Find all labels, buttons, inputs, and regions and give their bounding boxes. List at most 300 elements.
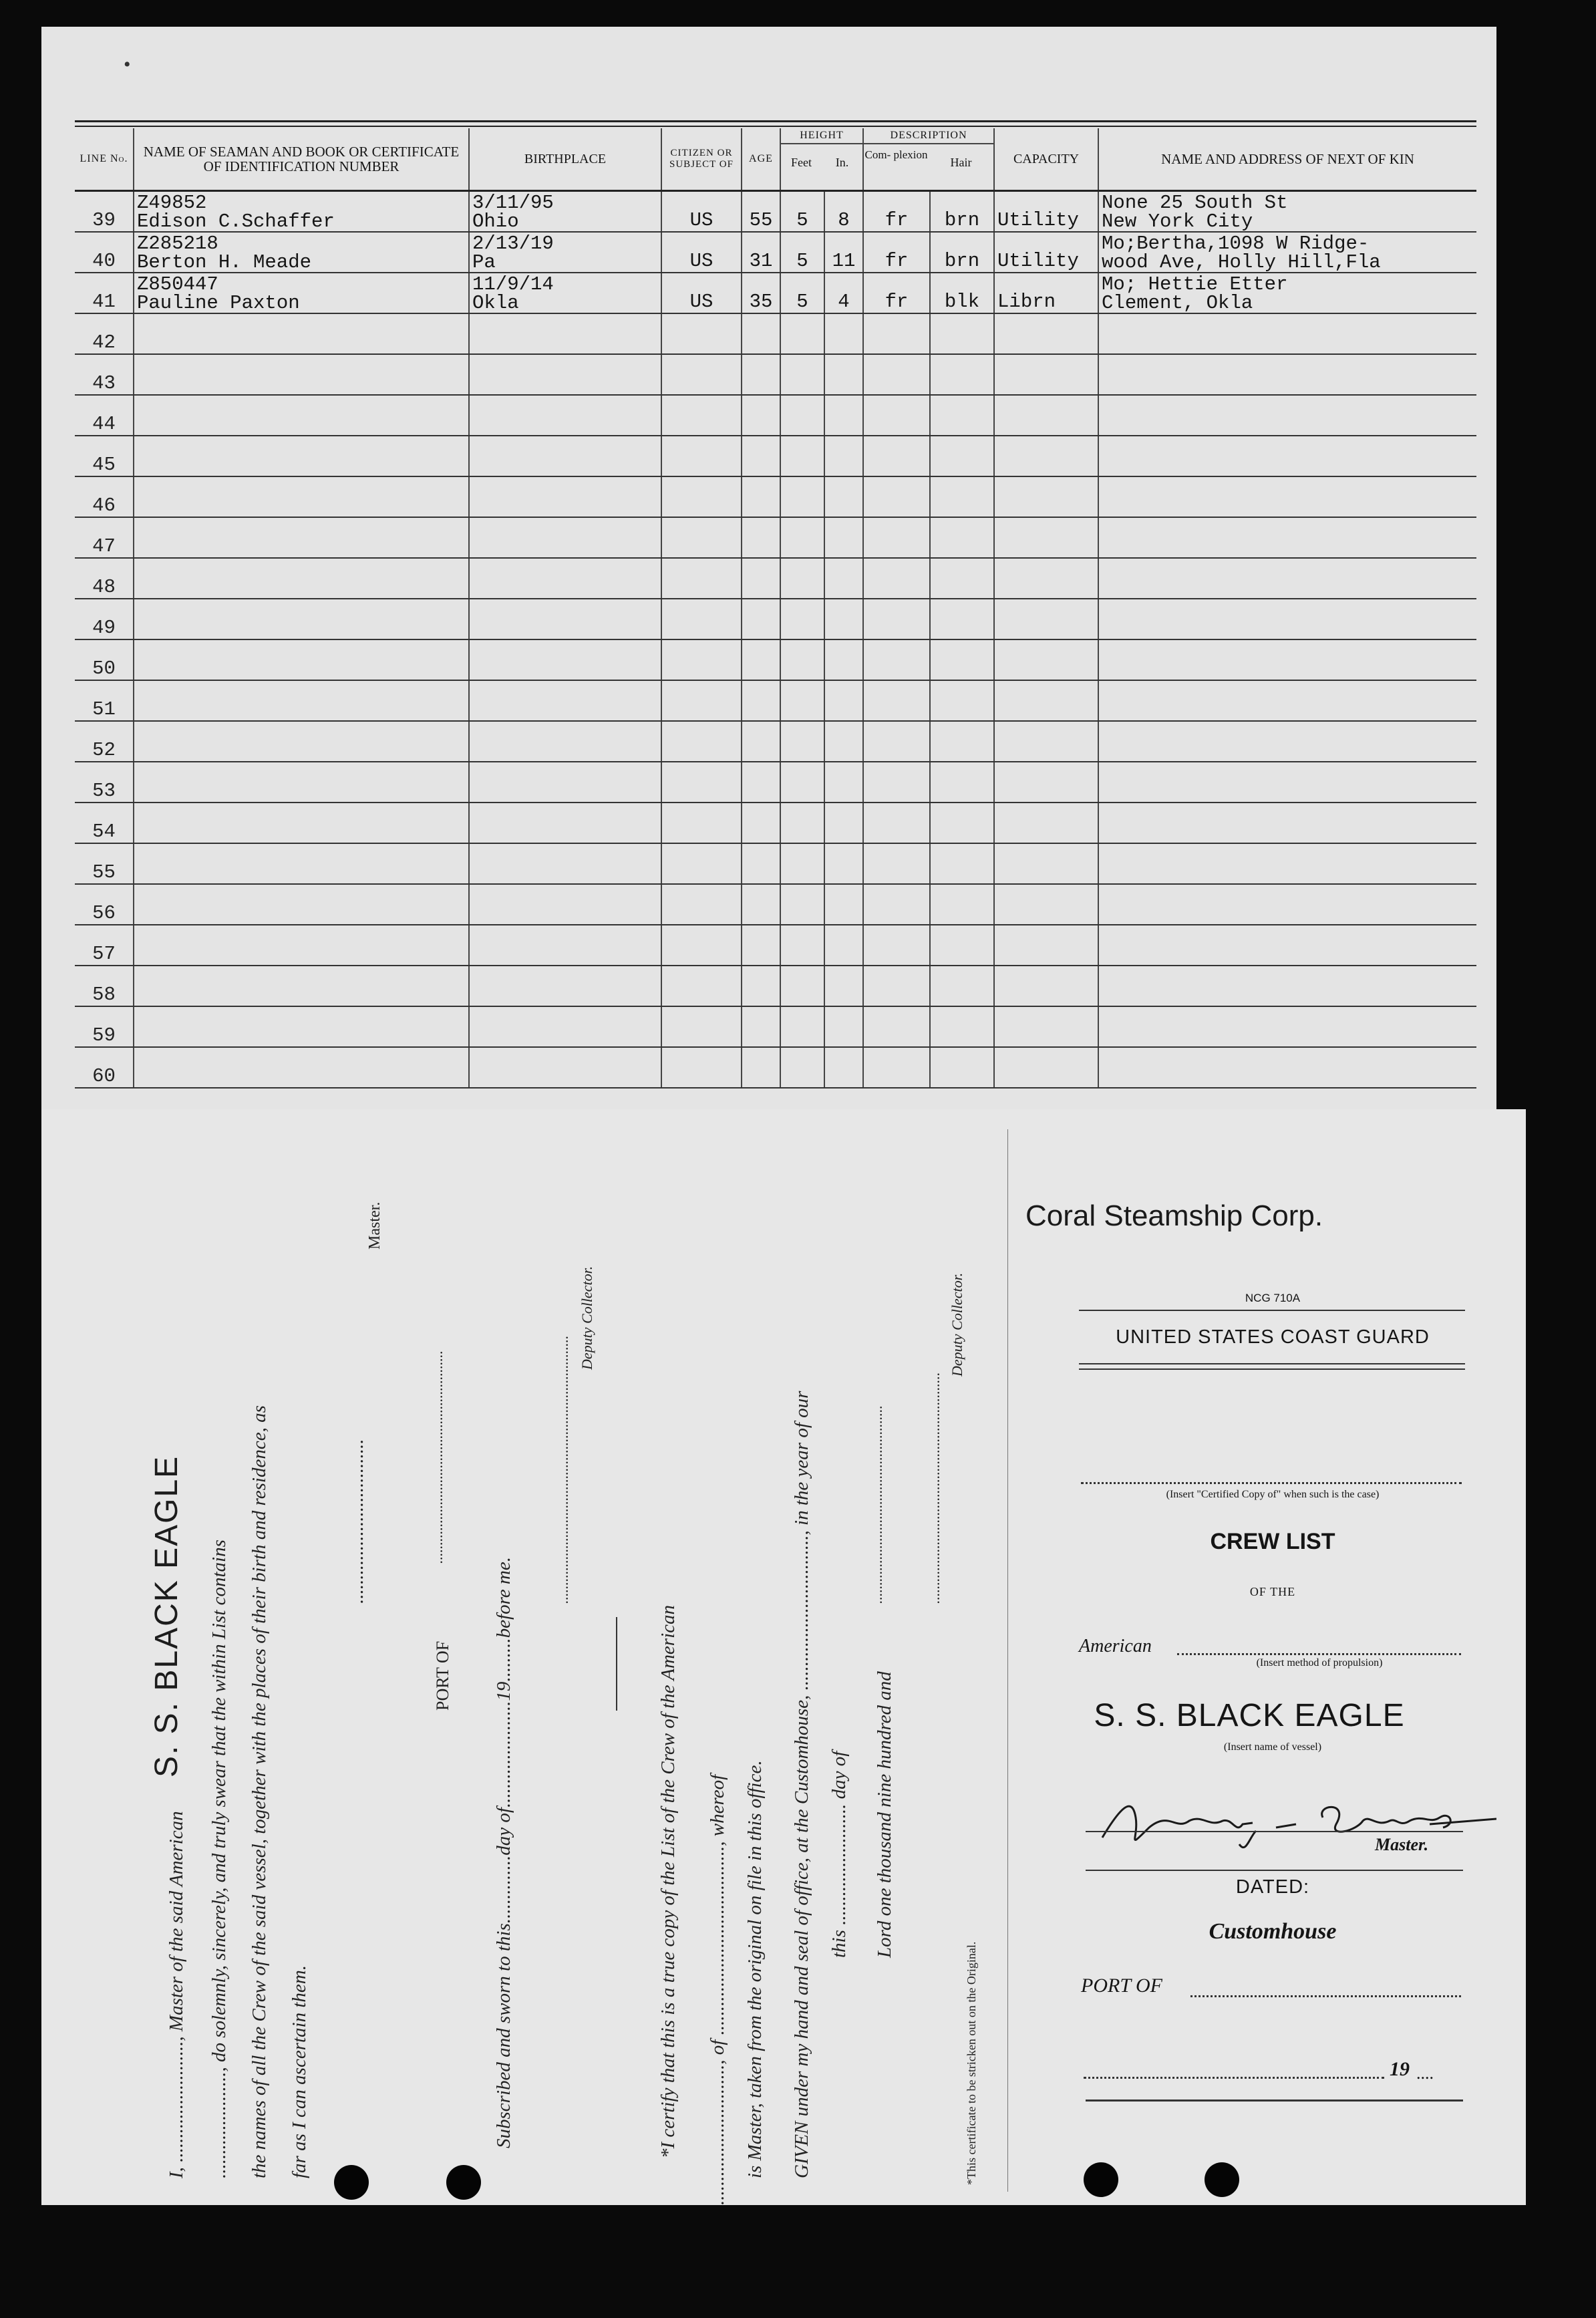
hair-value: brn [944, 209, 980, 231]
complexion-cell [863, 313, 930, 354]
year-dots: .... [1416, 2063, 1434, 2083]
kin-cell [1098, 884, 1476, 925]
age-cell [742, 436, 780, 476]
table-header-row [75, 128, 1476, 191]
complexion-cell [863, 395, 930, 436]
line-number [75, 517, 134, 558]
capacity-cell [994, 354, 1098, 395]
line-number-text: 42 [92, 331, 116, 353]
capacity-value: Utility [997, 250, 1079, 272]
kin-cell [1098, 966, 1476, 1006]
feet-cell [780, 517, 824, 558]
kin-line-2: Clement, Okla [1102, 292, 1253, 313]
inches-cell [824, 313, 863, 354]
complexion-cell [863, 721, 930, 762]
citizen-cell [661, 966, 742, 1006]
kin-cell [1098, 843, 1476, 884]
customhouse-label: Customhouse [1209, 1919, 1337, 1944]
certified-dots [1081, 1482, 1462, 1484]
age-cell [742, 599, 780, 639]
oath-port-of: PORT OF [433, 1640, 452, 1711]
seaman-cell [134, 599, 469, 639]
birth-date: 2/13/19 [472, 233, 554, 255]
feet-cell [780, 803, 824, 843]
header-age: AGE [742, 128, 780, 191]
table-row [75, 273, 1476, 313]
top-rule-2 [75, 126, 1476, 127]
citizen-cell [661, 517, 742, 558]
hair-cell [930, 436, 994, 476]
capacity-cell [994, 232, 1098, 273]
capacity-cell [994, 966, 1098, 1006]
birthplace-cell [469, 1047, 661, 1088]
hair-cell [930, 1047, 994, 1088]
seaman-cell [134, 721, 469, 762]
age-cell [742, 803, 780, 843]
hair-cell [930, 232, 994, 273]
inches-cell [824, 1006, 863, 1047]
birthplace-cell [469, 925, 661, 966]
line-number [75, 599, 134, 639]
kin-cell [1098, 191, 1476, 233]
hair-cell [930, 843, 994, 884]
kin-cell [1098, 558, 1476, 599]
hair-cell [930, 925, 994, 966]
capacity-cell [994, 558, 1098, 599]
seaman-cell [134, 476, 469, 517]
line-number-text: 45 [92, 454, 116, 476]
line-number-text: 59 [92, 1024, 116, 1046]
line-number-text: 46 [92, 494, 116, 517]
kin-cell [1098, 1006, 1476, 1047]
table-row [75, 191, 1476, 233]
birthplace-cell [469, 436, 661, 476]
oath-vessel-title: S. S. BLACK EAGLE [149, 1455, 184, 1777]
kin-cell [1098, 476, 1476, 517]
capacity-value: Utility [997, 209, 1079, 231]
kin-cell [1098, 232, 1476, 273]
line-number-text: 43 [92, 372, 116, 394]
punch-hole [334, 2165, 369, 2200]
feet-cell [780, 273, 824, 313]
inches-cell [824, 273, 863, 313]
complexion-cell [863, 436, 930, 476]
seaman-name: Berton H. Meade [137, 251, 312, 273]
certificate-number: Z49852 [137, 192, 207, 214]
birthplace-cell [469, 395, 661, 436]
header-inches: In. [835, 156, 849, 169]
capacity-cell [994, 476, 1098, 517]
inches-cell [824, 558, 863, 599]
citizen-cell [661, 1006, 742, 1047]
citizen-value: US [689, 209, 713, 231]
feet-cell [780, 313, 824, 354]
inches-cell [824, 721, 863, 762]
citizen-cell [661, 925, 742, 966]
birthplace-cell [469, 354, 661, 395]
inches-cell [824, 395, 863, 436]
oath-certify1: *I certify that this is a true copy of the List of the Crew of the American [657, 1604, 679, 2158]
oath-certify3: is Master, taken from the original on file in this office. [744, 1760, 766, 2178]
punch-hole [1205, 2162, 1239, 2197]
oath-lord: Lord one thousand nine hundred and [874, 1671, 895, 1958]
cover-port-of: PORT OF [1081, 1975, 1162, 1997]
kin-cell [1098, 313, 1476, 354]
capacity-cell [994, 1047, 1098, 1088]
seaman-cell [134, 680, 469, 721]
certified-note: (Insert "Certified Copy of" when such is the case) [1166, 1489, 1380, 1500]
rule-4 [1086, 1870, 1463, 1871]
oath-divider [616, 1617, 617, 1711]
kin-cell [1098, 436, 1476, 476]
feet-cell [780, 1047, 824, 1088]
birthplace-cell [469, 721, 661, 762]
age-cell [742, 1006, 780, 1047]
feet-cell [780, 843, 824, 884]
oath-lord-dots: ...................................................... [868, 1405, 885, 1604]
birthplace-cell [469, 232, 661, 273]
birthplace-cell [469, 762, 661, 803]
kin-cell [1098, 803, 1476, 843]
complexion-cell [863, 803, 930, 843]
capacity-cell [994, 313, 1098, 354]
port-dots [1190, 1995, 1461, 1997]
seaman-cell [134, 803, 469, 843]
kin-cell [1098, 354, 1476, 395]
citizen-cell [661, 395, 742, 436]
inches-cell [824, 517, 863, 558]
line-number [75, 191, 134, 233]
seaman-name: Edison C.Schaffer [137, 210, 335, 232]
hair-cell [930, 1006, 994, 1047]
complexion-cell [863, 884, 930, 925]
line-number [75, 273, 134, 313]
birthplace-cell [469, 639, 661, 680]
birthplace-cell [469, 558, 661, 599]
feet-cell [780, 436, 824, 476]
table-row [75, 313, 1476, 354]
kin-cell [1098, 599, 1476, 639]
birthplace-cell [469, 843, 661, 884]
line-number [75, 884, 134, 925]
header-citizen: CITIZEN OR SUBJECT OF [661, 128, 742, 191]
seaman-cell [134, 191, 469, 233]
oath-subscribed: Subscribed and sworn to this..............day of......................19.........before me. [493, 1557, 514, 2148]
citizen-cell [661, 232, 742, 273]
capacity-cell [994, 884, 1098, 925]
propulsion-dots [1177, 1653, 1461, 1655]
capacity-cell [994, 395, 1098, 436]
kin-cell [1098, 395, 1476, 436]
citizen-cell [661, 721, 742, 762]
kin-cell [1098, 721, 1476, 762]
inches-cell [824, 680, 863, 721]
oath-port-dots: .......................................................... [429, 1350, 446, 1564]
line-number [75, 476, 134, 517]
table-row [75, 1006, 1476, 1047]
table-row [75, 1047, 1476, 1088]
table-row [75, 721, 1476, 762]
complexion-cell [863, 476, 930, 517]
line-number-text: 56 [92, 902, 116, 924]
inches-cell [824, 925, 863, 966]
capacity-cell [994, 1006, 1098, 1047]
seaman-cell [134, 966, 469, 1006]
oath-deputy2: Deputy Collector. [949, 1272, 965, 1377]
line-number [75, 313, 134, 354]
oath-line1: I, ........................., Master of the said American [166, 1811, 187, 2178]
certificate-number: Z285218 [137, 233, 218, 255]
seaman-cell [134, 762, 469, 803]
complexion-cell [863, 517, 930, 558]
line-number [75, 639, 134, 680]
birth-place: Okla [472, 292, 519, 313]
feet-cell [780, 884, 824, 925]
seaman-cell [134, 558, 469, 599]
birth-date: 3/11/95 [472, 192, 554, 214]
citizen-cell [661, 599, 742, 639]
birth-date: 11/9/14 [472, 273, 554, 295]
citizen-cell [661, 639, 742, 680]
hair-cell [930, 966, 994, 1006]
inches-cell [824, 966, 863, 1006]
inches-value: 11 [832, 250, 856, 272]
inches-cell [824, 191, 863, 233]
feet-cell [780, 639, 824, 680]
citizen-cell [661, 884, 742, 925]
citizen-cell [661, 843, 742, 884]
line-number [75, 680, 134, 721]
kin-line-1: None 25 South St [1102, 192, 1288, 214]
complexion-cell [863, 925, 930, 966]
birthplace-cell [469, 803, 661, 843]
top-rule [75, 120, 1476, 122]
of-the-label: OF THE [1249, 1585, 1296, 1598]
kin-cell [1098, 925, 1476, 966]
oath-given: GIVEN under my hand and seal of office, at the Customhouse, ................................, in the year of our [791, 1391, 812, 2178]
age-cell [742, 232, 780, 273]
kin-cell [1098, 517, 1476, 558]
line-number [75, 395, 134, 436]
hair-cell [930, 803, 994, 843]
inches-cell [824, 599, 863, 639]
table-row [75, 558, 1476, 599]
table-row [75, 680, 1476, 721]
line-number-text: 39 [92, 209, 116, 231]
citizen-cell [661, 354, 742, 395]
complexion-value: fr [885, 209, 909, 231]
capacity-cell [994, 803, 1098, 843]
birthplace-cell [469, 517, 661, 558]
line-number [75, 232, 134, 273]
table-row [75, 476, 1476, 517]
line-number [75, 925, 134, 966]
feet-cell [780, 1006, 824, 1047]
line-number [75, 1047, 134, 1088]
cover-vessel-name: S. S. BLACK EAGLE [1094, 1698, 1405, 1733]
inches-cell [824, 884, 863, 925]
vessel-note: (Insert name of vessel) [1223, 1741, 1322, 1753]
hair-value: brn [944, 250, 980, 272]
citizen-cell [661, 436, 742, 476]
complexion-cell [863, 680, 930, 721]
header-capacity: CAPACITY [994, 128, 1098, 191]
table-row [75, 436, 1476, 476]
oath-deputy1: Deputy Collector. [579, 1266, 595, 1370]
age-value: 35 [749, 291, 773, 313]
age-cell [742, 354, 780, 395]
kin-cell [1098, 680, 1476, 721]
complexion-cell [863, 191, 930, 233]
age-value: 31 [749, 250, 773, 272]
birthplace-cell [469, 313, 661, 354]
line-number-text: 57 [92, 943, 116, 965]
age-cell [742, 191, 780, 233]
capacity-cell [994, 191, 1098, 233]
citizen-value: US [689, 250, 713, 272]
complexion-cell [863, 599, 930, 639]
complexion-cell [863, 273, 930, 313]
table-row [75, 639, 1476, 680]
capacity-cell [994, 721, 1098, 762]
line-number [75, 803, 134, 843]
age-cell [742, 843, 780, 884]
line-number [75, 1006, 134, 1047]
oath-deputy2-dots: ............................................................... [926, 1372, 943, 1604]
oath-deputy-dots: ......................................................................... [554, 1335, 571, 1604]
seaman-cell [134, 925, 469, 966]
kin-line-2: wood Ave, Holly Hill,Fla [1102, 251, 1381, 273]
feet-cell [780, 925, 824, 966]
line-number [75, 966, 134, 1006]
complexion-cell [863, 966, 930, 1006]
table-row [75, 232, 1476, 273]
header-birthplace: BIRTHPLACE [469, 128, 661, 191]
complexion-value: fr [885, 250, 909, 272]
header-description: DESCRIPTION [864, 128, 993, 144]
birth-place: Pa [472, 251, 496, 273]
oath-master-dots: .................................. [346, 1439, 367, 1604]
hair-cell [930, 476, 994, 517]
inches-cell [824, 1047, 863, 1088]
signature-rule [1086, 1831, 1463, 1832]
table-row [75, 843, 1476, 884]
hair-cell [930, 721, 994, 762]
inches-value: 4 [838, 291, 850, 313]
punch-hole [1084, 2162, 1118, 2197]
seaman-cell [134, 273, 469, 313]
inches-cell [824, 843, 863, 884]
capacity-cell [994, 436, 1098, 476]
hair-cell [930, 354, 994, 395]
birthplace-cell [469, 476, 661, 517]
hair-cell [930, 395, 994, 436]
complexion-cell [863, 762, 930, 803]
hair-cell [930, 191, 994, 233]
inches-cell [824, 232, 863, 273]
kin-cell [1098, 762, 1476, 803]
feet-value: 5 [796, 250, 808, 272]
complexion-cell [863, 558, 930, 599]
age-cell [742, 1047, 780, 1088]
age-cell [742, 762, 780, 803]
table-row [75, 517, 1476, 558]
fold-line [1007, 1129, 1008, 2192]
citizen-cell [661, 803, 742, 843]
seaman-cell [134, 639, 469, 680]
hair-cell [930, 517, 994, 558]
dated-label: DATED: [1235, 1876, 1310, 1898]
inches-value: 8 [838, 209, 850, 231]
seaman-cell [134, 884, 469, 925]
seaman-cell [134, 395, 469, 436]
table-row [75, 925, 1476, 966]
kin-cell [1098, 639, 1476, 680]
line-number-text: 54 [92, 821, 116, 843]
punch-hole [446, 2165, 481, 2200]
table-row [75, 354, 1476, 395]
birthplace-cell [469, 884, 661, 925]
capacity-cell [994, 639, 1098, 680]
certificate-number: Z850447 [137, 273, 218, 295]
oath-line3: the names of all the Crew of the said vessel, together with the places of their birth and residence, as [249, 1405, 270, 2178]
header-height-group [780, 128, 863, 191]
capacity-value: Librn [997, 291, 1056, 313]
hair-cell [930, 313, 994, 354]
capacity-cell [994, 843, 1098, 884]
seaman-cell [134, 1006, 469, 1047]
citizen-cell [661, 191, 742, 233]
birth-place: Ohio [472, 210, 519, 232]
birthplace-cell [469, 966, 661, 1006]
line-number-text: 58 [92, 984, 116, 1006]
table-row [75, 966, 1476, 1006]
crew-table [75, 128, 1476, 1089]
seaman-cell [134, 1047, 469, 1088]
inches-cell [824, 803, 863, 843]
inches-cell [824, 639, 863, 680]
age-value: 55 [749, 209, 773, 231]
company-name: Coral Steamship Corp. [1025, 1199, 1323, 1232]
line-number-text: 41 [92, 291, 116, 313]
hair-cell [930, 680, 994, 721]
complexion-cell [863, 1047, 930, 1088]
oath-this-day: this ......................... day of [828, 1751, 850, 1958]
feet-value: 5 [796, 291, 808, 313]
rule-3 [1079, 1368, 1465, 1370]
kin-cell [1098, 273, 1476, 313]
header-line-no: LINE No. [75, 128, 134, 191]
propulsion-note: (Insert method of propulsion) [1256, 1657, 1383, 1669]
birthplace-cell [469, 273, 661, 313]
feet-cell [780, 232, 824, 273]
birthplace-cell [469, 599, 661, 639]
date-dots [1084, 2077, 1384, 2079]
line-number [75, 843, 134, 884]
age-cell [742, 966, 780, 1006]
table-row [75, 762, 1476, 803]
line-number-text: 53 [92, 780, 116, 802]
year-label: 19 [1390, 2058, 1410, 2080]
oath-line4: far as I can ascertain them. [289, 1965, 310, 2178]
feet-cell [780, 721, 824, 762]
line-number [75, 354, 134, 395]
rule-1 [1079, 1310, 1465, 1311]
rule-5 [1086, 2099, 1463, 2102]
table-row [75, 395, 1476, 436]
hair-cell [930, 599, 994, 639]
seaman-cell [134, 517, 469, 558]
